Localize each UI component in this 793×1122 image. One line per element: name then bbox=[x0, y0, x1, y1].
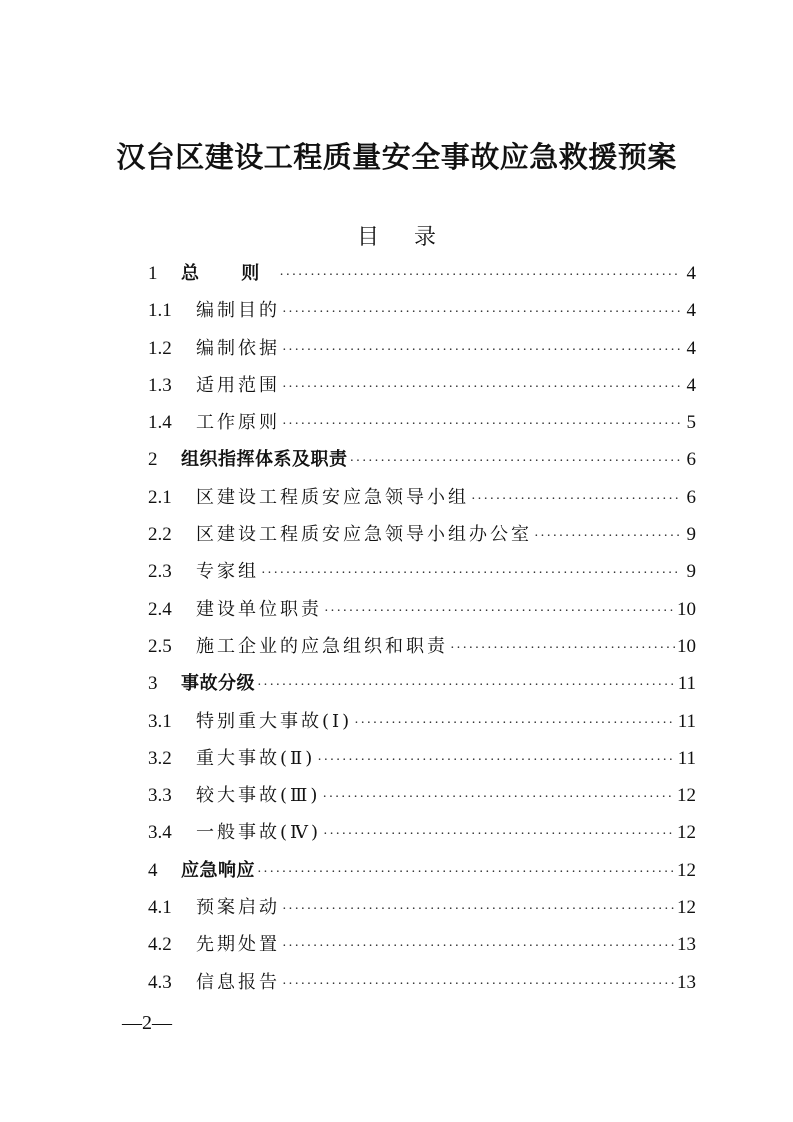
toc-entry[interactable] bbox=[148, 926, 696, 963]
toc-dot-leader bbox=[282, 928, 675, 965]
toc-entry-number: 1.3 bbox=[148, 374, 172, 396]
toc-dot-leader bbox=[282, 369, 680, 406]
toc-entry-page: 4 bbox=[686, 374, 696, 396]
toc-entry-label: 信息报告 bbox=[196, 971, 280, 993]
toc-entry-number: 1.1 bbox=[148, 300, 172, 322]
toc-entry-page: 6 bbox=[686, 449, 696, 471]
toc-entry-label: 适用范围 bbox=[196, 374, 280, 396]
toc-entry[interactable] bbox=[148, 703, 696, 740]
toc-dot-leader bbox=[257, 667, 676, 704]
toc-entry-number: 3 bbox=[148, 673, 158, 695]
document-title: 汉台区建设工程质量安全事故应急救援预案 bbox=[116, 140, 677, 174]
toc-entry[interactable] bbox=[148, 852, 696, 889]
toc-dot-leader bbox=[257, 854, 675, 891]
toc-entry[interactable] bbox=[148, 777, 696, 814]
toc-entry[interactable] bbox=[148, 255, 696, 292]
toc-entry-label: 事故分级 bbox=[181, 673, 255, 695]
toc-entry[interactable] bbox=[148, 330, 696, 367]
toc-entry-page: 12 bbox=[677, 897, 696, 919]
toc-entry-number: 3.3 bbox=[148, 785, 172, 807]
toc-entry-number: 1.4 bbox=[148, 412, 172, 434]
toc-entry[interactable] bbox=[148, 665, 696, 702]
toc-entry[interactable] bbox=[148, 441, 696, 478]
toc-entry-label: 区建设工程质安应急领导小组 bbox=[196, 486, 469, 508]
toc-entry-label: 应急响应 bbox=[181, 859, 255, 881]
toc-dot-leader bbox=[323, 816, 675, 853]
toc-entry-number: 3.4 bbox=[148, 822, 172, 844]
toc-dot-leader bbox=[471, 481, 680, 518]
toc-entry-page: 10 bbox=[677, 635, 696, 657]
toc-entry-label: 先期处置 bbox=[196, 934, 280, 956]
toc-heading: 目 录 bbox=[357, 225, 450, 250]
toc-entry-page: 5 bbox=[686, 412, 696, 434]
toc-dot-leader bbox=[534, 518, 680, 555]
toc-entry-page: 4 bbox=[686, 263, 696, 284]
toc-entry-label: 工作原则 bbox=[196, 412, 280, 434]
toc-entry-page: 9 bbox=[686, 524, 696, 546]
toc-entry-page: 12 bbox=[677, 859, 696, 881]
toc-entry[interactable] bbox=[148, 553, 696, 590]
toc-entry-label: 预案启动 bbox=[196, 897, 280, 919]
toc-entry-number: 2.5 bbox=[148, 635, 172, 657]
toc-entry[interactable] bbox=[148, 964, 696, 1001]
toc-dot-leader bbox=[282, 891, 675, 928]
toc-entry-number: 2 bbox=[148, 449, 158, 471]
toc-dot-leader bbox=[324, 593, 675, 630]
toc-entry-number: 2.3 bbox=[148, 561, 172, 583]
toc-entry[interactable] bbox=[148, 814, 696, 851]
page-number: —2— bbox=[122, 1012, 172, 1034]
toc-entry-page: 13 bbox=[677, 934, 696, 956]
toc-entry[interactable] bbox=[148, 591, 696, 628]
toc-entry-label: 总 则 bbox=[181, 263, 278, 284]
toc-entry[interactable] bbox=[148, 889, 696, 926]
toc-entry-number: 4.2 bbox=[148, 934, 172, 956]
toc-dot-leader bbox=[322, 779, 675, 816]
toc-entry-number: 2.1 bbox=[148, 486, 172, 508]
toc-entry[interactable] bbox=[148, 404, 696, 441]
toc-dot-leader bbox=[282, 332, 680, 369]
toc-entry-number: 3.2 bbox=[148, 747, 172, 769]
toc-entry-number: 4.1 bbox=[148, 897, 172, 919]
toc-entry-page: 6 bbox=[686, 486, 696, 508]
toc-entry-label: 特别重大事故(Ⅰ) bbox=[196, 710, 353, 732]
toc-entry-number: 2.2 bbox=[148, 524, 172, 546]
toc-dot-leader bbox=[317, 742, 675, 779]
toc-entry-label: 一般事故(Ⅳ) bbox=[196, 822, 322, 844]
toc-entry[interactable] bbox=[148, 367, 696, 404]
toc-entry-number: 3.1 bbox=[148, 710, 172, 732]
toc-entry-label: 区建设工程质安应急领导小组办公室 bbox=[196, 524, 532, 546]
toc-entry-label: 重大事故(Ⅱ) bbox=[196, 747, 316, 769]
toc-entry-page: 4 bbox=[686, 300, 696, 322]
toc-entry-label: 专家组 bbox=[196, 561, 259, 583]
toc-entry-label: 较大事故(Ⅲ) bbox=[196, 785, 321, 807]
toc-dot-leader bbox=[282, 966, 675, 1003]
toc-entry-page: 11 bbox=[677, 747, 696, 769]
toc-dot-leader bbox=[279, 257, 680, 294]
toc-entry-label: 编制目的 bbox=[196, 300, 280, 322]
toc-dot-leader bbox=[261, 555, 680, 592]
toc-entry-page: 10 bbox=[677, 598, 696, 620]
toc-entry-number: 2.4 bbox=[148, 598, 172, 620]
toc-dot-leader bbox=[450, 630, 675, 667]
toc-entry-number: 4.3 bbox=[148, 971, 172, 993]
toc-entry-label: 建设单位职责 bbox=[196, 598, 322, 620]
toc-dot-leader bbox=[282, 406, 680, 443]
toc-entry-page: 11 bbox=[677, 673, 696, 695]
toc-entry-label: 施工企业的应急组织和职责 bbox=[196, 635, 448, 657]
toc-entry[interactable] bbox=[148, 740, 696, 777]
toc-entry[interactable] bbox=[148, 292, 696, 329]
toc-entry-page: 9 bbox=[686, 561, 696, 583]
toc-entry-number: 1 bbox=[148, 263, 158, 284]
toc-entry-number: 4 bbox=[148, 859, 158, 881]
toc-dot-leader bbox=[354, 705, 676, 742]
toc-entry-label: 组织指挥体系及职责 bbox=[181, 449, 348, 471]
table-of-contents bbox=[148, 255, 696, 1001]
toc-entry-page: 13 bbox=[677, 971, 696, 993]
toc-entry[interactable] bbox=[148, 516, 696, 553]
toc-entry-label: 编制依据 bbox=[196, 337, 280, 359]
toc-entry-number: 1.2 bbox=[148, 337, 172, 359]
toc-dot-leader bbox=[350, 443, 681, 480]
toc-entry-page: 11 bbox=[677, 710, 696, 732]
toc-entry-page: 4 bbox=[686, 337, 696, 359]
toc-entry[interactable] bbox=[148, 628, 696, 665]
toc-entry-page: 12 bbox=[677, 822, 696, 844]
toc-entry[interactable] bbox=[148, 479, 696, 516]
toc-dot-leader bbox=[282, 294, 680, 331]
toc-entry-page: 12 bbox=[677, 785, 696, 807]
